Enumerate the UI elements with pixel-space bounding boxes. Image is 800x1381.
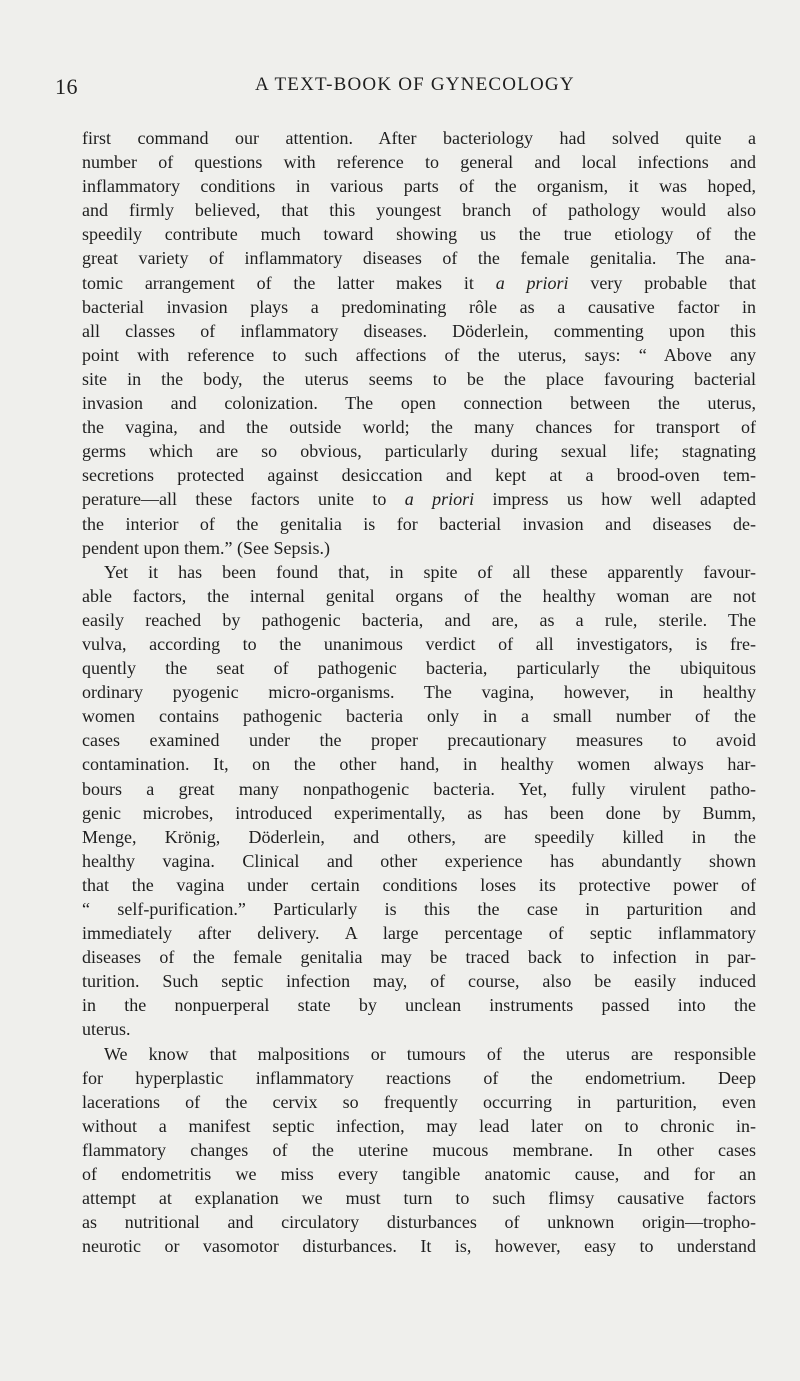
text-line: perature—all these factors unite to a priori impress us how well adapted xyxy=(82,489,756,510)
text-line: the interior of the genitalia is for bacterial invasion and diseases de- xyxy=(82,513,756,534)
text-line: bours a great many nonpathogenic bacteria. Yet, fully virulent patho- xyxy=(82,778,756,799)
text-line: the vagina, and the outside world; the many chances for transport of xyxy=(82,417,756,438)
text-line: “ self-purification.” Particularly is this the case in parturition and xyxy=(82,899,756,919)
text-line: healthy vagina. Clinical and other experience has abundantly shown xyxy=(82,850,756,871)
text-line: without a manifest septic infection, may lead later on to chronic in- xyxy=(82,1115,756,1136)
text-line: immediately after delivery. A large percentage of septic inflammatory xyxy=(82,923,756,944)
text-line: secretions protected against desiccation and kept at a brood-oven tem- xyxy=(82,465,756,486)
text-line: first command our attention. After bacteriology had solved quite a xyxy=(82,128,756,148)
text-line: invasion and colonization. The open connection between the uterus, xyxy=(82,393,756,414)
text-line: quently the seat of pathogenic bacteria, particularly the ubiquitous xyxy=(82,658,756,679)
text-line: flammatory changes of the uterine mucous membrane. In other cases xyxy=(82,1139,756,1160)
text-line: that the vagina under certain conditions loses its protective power of xyxy=(82,874,756,895)
text-line: speedily contribute much toward showing us the true etiology of the xyxy=(82,224,756,245)
text-line: easily reached by pathogenic bacteria, and are, as a rule, sterile. The xyxy=(82,609,756,630)
text-line: for hyperplastic inflammatory reactions of the endometrium. Deep xyxy=(82,1067,756,1088)
text-line: number of questions with reference to general and local infections and xyxy=(82,152,756,173)
text-line: all classes of inflammatory diseases. Döderlein, commenting upon this xyxy=(82,320,756,341)
text-line: lacerations of the cervix so frequently occurring in parturition, even xyxy=(82,1091,756,1112)
text-line: tomic arrangement of the latter makes it a priori very probable that xyxy=(82,272,756,293)
text-line: women contains pathogenic bacteria only in a small number of the xyxy=(82,706,756,727)
running-header xyxy=(55,74,755,104)
text-line: in the nonpuerperal state by unclean instruments passed into the xyxy=(82,995,756,1016)
text-line: turition. Such septic infection may, of course, also be easily induced xyxy=(82,971,756,992)
text-line: Yet it has been found that, in spite of all these apparently favour- xyxy=(104,561,756,582)
text-line: uterus. xyxy=(82,1019,131,1040)
text-line: Menge, Krönig, Döderlein, and others, are speedily killed in the xyxy=(82,826,756,847)
italic-phrase: a priori xyxy=(404,489,475,510)
text-line: of endometritis we miss every tangible anatomic cause, and for an xyxy=(82,1164,756,1185)
text-line: point with reference to such affections of the uterus, says: “ Above any xyxy=(82,344,756,365)
text-line: pendent upon them.” (See Sepsis.) xyxy=(82,537,330,558)
italic-phrase: a priori xyxy=(495,272,569,293)
page-number: 16 xyxy=(55,74,78,99)
body-text xyxy=(82,126,756,1258)
text-line: and firmly believed, that this youngest branch of pathology would also xyxy=(82,200,756,221)
text-line: site in the body, the uterus seems to be the place favouring bacterial xyxy=(82,368,756,389)
text-line: as nutritional and circulatory disturbances of unknown origin—tropho- xyxy=(82,1212,756,1233)
text-line: vulva, according to the unanimous verdict of all investigators, is fre- xyxy=(82,633,756,654)
text-line: ordinary pyogenic micro-organisms. The vagina, however, in healthy xyxy=(82,682,756,703)
text-line: inflammatory conditions in various parts of the organism, it was hoped, xyxy=(82,176,756,197)
text-line: germs which are so obvious, particularly during sexual life; stagnating xyxy=(82,441,756,462)
text-line: able factors, the internal genital organs of the healthy woman are not xyxy=(82,585,756,606)
text-line: bacterial invasion plays a predominating rôle as a causative factor in xyxy=(82,296,756,317)
text-line: contamination. It, on the other hand, in healthy women always har- xyxy=(82,754,756,775)
text-line: genic microbes, introduced experimentally, as has been done by Bumm, xyxy=(82,802,756,823)
text-line: neurotic or vasomotor disturbances. It is, however, easy to understand xyxy=(82,1236,756,1257)
text-line: diseases of the female genitalia may be traced back to infection in par- xyxy=(82,947,756,968)
text-line: great variety of inflammatory diseases of the female genitalia. The ana- xyxy=(82,248,756,269)
running-title: A TEXT-BOOK OF GYNECOLOGY xyxy=(255,74,575,95)
text-line: attempt at explanation we must turn to such flimsy causative factors xyxy=(82,1188,756,1209)
text-line: We know that malpositions or tumours of the uterus are responsible xyxy=(104,1043,756,1064)
text-line: cases examined under the proper precautionary measures to avoid xyxy=(82,730,756,751)
